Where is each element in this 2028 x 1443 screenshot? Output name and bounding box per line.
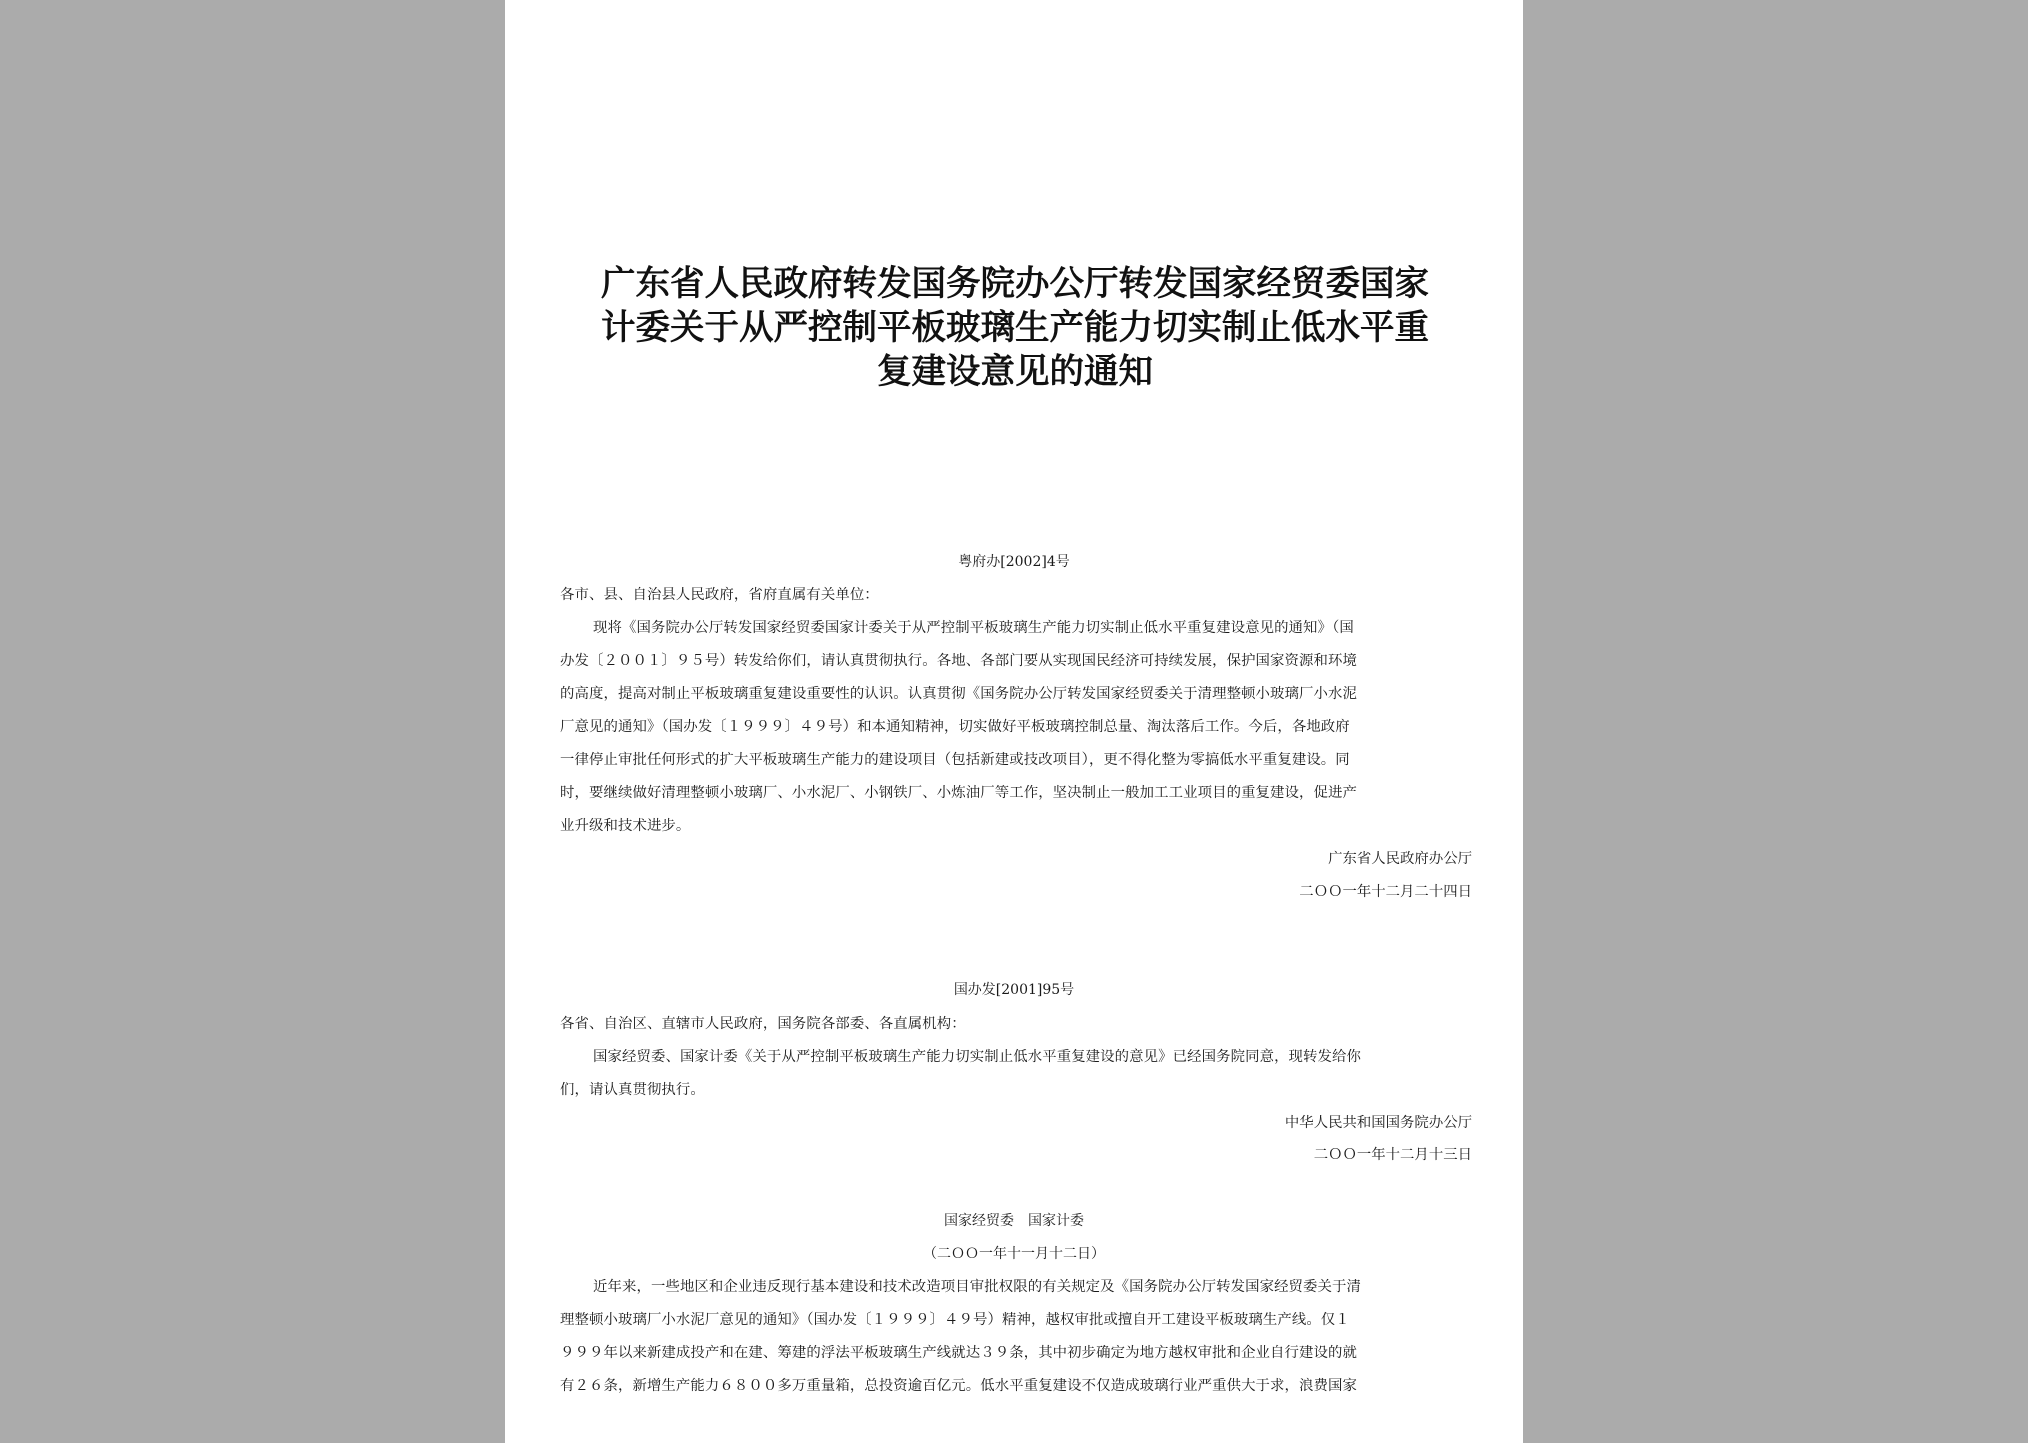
notice1-issuer: 广东省人民政府办公厅 — [1328, 851, 1472, 867]
title-line: 计委关于从严控制平板玻璃生产能力切实制止低水平重 — [601, 308, 1429, 348]
notice2-issuer: 中华人民共和国国务院办公厅 — [1284, 1115, 1472, 1131]
opinion-body-line: 近年来，一些地区和企业违反现行基本建设和技术改造项目审批权限的有关规定及《国务院办公厅转发国家经贸委关于清 — [593, 1279, 1362, 1295]
opinion-body-line: 有２６条，新增生产能力６８００多万重量箱，总投资逾百亿元。低水平重复建设不仅造成玻璃行业严重供大于求，浪费国家 — [560, 1378, 1357, 1394]
notice1-body-line: 厂意见的通知》（国办发〔１９９９〕４９号）和本通知精神，切实做好平板玻璃控制总量、淘汰落后工作。今后，各地政府 — [560, 719, 1350, 735]
notice2-doc-number: 国办发[2001]95号 — [953, 982, 1075, 998]
notice1-body-line: 业升级和技术进步。 — [560, 818, 691, 834]
notice1-body-line: 现将《国务院办公厅转发国家经贸委国家计委关于从严控制平板玻璃生产能力切实制止低水平重复建设意见的通知》（国 — [593, 620, 1354, 636]
document-title — [545, 262, 1485, 394]
notice1-body-line: 办发〔２００１〕９５号）转发给你们，请认真贯彻执行。各地、各部门要从实现国民经济可持续发展，保护国家资源和环境 — [560, 653, 1357, 669]
notice1-body-line: 一律停止审批任何形式的扩大平板玻璃生产能力的建设项目（包括新建或技改项目），更不得化整为零搞低水平重复建设。同 — [560, 752, 1350, 768]
notice1-recipients: 各市、县、自治县人民政府，省府直属有关单位： — [560, 587, 879, 603]
opinion-body-line: 理整顿小玻璃厂小水泥厂意见的通知》（国办发〔１９９９〕４９号）精神，越权审批或擅自开工建设平板玻璃生产线。仅１ — [560, 1312, 1350, 1328]
document-page — [505, 0, 1523, 1443]
notice1-body-line: 时，要继续做好清理整顿小玻璃厂、小水泥厂、小钢铁厂、小炼油厂等工作，坚决制止一般加工工业项目的重复建设，促进产 — [560, 785, 1357, 801]
opinion-date: （二ＯＯ一年十一月十二日） — [923, 1246, 1105, 1262]
notice1-doc-number: 粤府办[2002]4号 — [958, 554, 1070, 570]
notice2-date: 二ＯＯ一年十二月十三日 — [1313, 1147, 1472, 1163]
opinion-body-line: ９９９年以来新建成投产和在建、筹建的浮法平板玻璃生产线就达３９条，其中初步确定为地方越权审批和企业自行建设的就 — [560, 1345, 1357, 1361]
notice1-date: 二ＯＯ一年十二月二十四日 — [1299, 884, 1472, 900]
notice2-body-line: 国家经贸委、国家计委《关于从严控制平板玻璃生产能力切实制止低水平重复建设的意见》已经国务院同意，现转发给你 — [593, 1049, 1362, 1065]
title-line: 广东省人民政府转发国务院办公厅转发国家经贸委国家 — [601, 264, 1429, 304]
notice1-body-line: 的高度，提高对制止平板玻璃重复建设重要性的认识。认真贯彻《国务院办公厅转发国家经贸委关于清理整顿小玻璃厂小水泥 — [560, 686, 1357, 702]
opinion-authors: 国家经贸委 国家计委 — [944, 1213, 1084, 1229]
notice2-body-line: 们，请认真贯彻执行。 — [560, 1082, 705, 1098]
title-line: 复建设意见的通知 — [877, 352, 1153, 392]
notice2-recipients: 各省、自治区、直辖市人民政府，国务院各部委、各直属机构： — [560, 1016, 966, 1032]
